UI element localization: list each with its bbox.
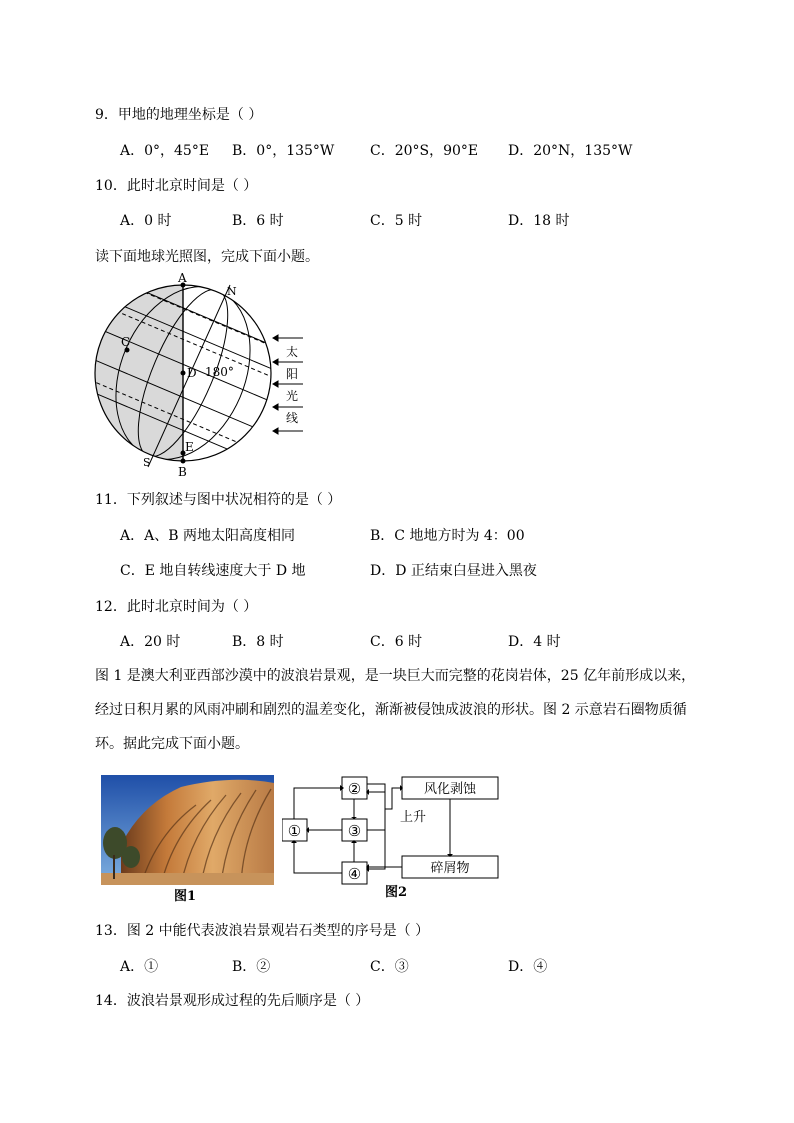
- option-a: A．0 时: [120, 213, 172, 229]
- option-d: D．18 时: [508, 213, 570, 229]
- option-d: D．4 时: [508, 634, 561, 650]
- figure-2-caption: 图2: [385, 885, 408, 900]
- option-a: A．A、B 两地太阳高度相同: [120, 528, 295, 544]
- option-c: C．E 地自转线速度大于 D 地: [120, 563, 306, 579]
- option-a: A．0°，45°E: [120, 143, 210, 159]
- question-12-stem: 12．此时北京时间为（ ）: [95, 599, 258, 615]
- south-pole-label: S: [143, 456, 151, 469]
- debris-label: 碎屑物: [430, 861, 470, 876]
- option-c: C．5 时: [370, 213, 423, 229]
- option-d: D．20°N，135°W: [508, 143, 633, 159]
- question-11-stem: 11．下列叙述与图中状况相符的是（ ）: [95, 492, 342, 508]
- option-c: C．③: [370, 959, 409, 975]
- option-c: C．6 时: [370, 634, 423, 650]
- question-10-options: [120, 210, 680, 230]
- option-b: B．6 时: [232, 213, 284, 229]
- option-a: A．①: [120, 959, 159, 975]
- reading-intro-globe: 读下面地球光照图，完成下面小题。: [95, 249, 319, 265]
- point-d-label: D: [187, 366, 197, 380]
- option-c: C．20°S，90°E: [370, 143, 479, 159]
- option-b: B．0°，135°W: [232, 143, 335, 159]
- question-9-stem: 9．甲地的地理坐标是（ ）: [95, 107, 263, 123]
- uplift-label: 上升: [400, 810, 427, 825]
- point-a-label: A: [178, 271, 187, 285]
- question-10-stem: 10．此时北京时间是（ ）: [95, 178, 258, 194]
- question-9-options: [120, 140, 680, 160]
- option-d: D．④: [508, 959, 548, 975]
- option-d: D．D 正结束白昼进入黑夜: [370, 563, 537, 579]
- node-1-label: ①: [287, 822, 302, 840]
- figure-1-caption: 图1: [174, 889, 197, 904]
- option-b: B．8 时: [232, 634, 284, 650]
- sunlight-char-3: 光: [286, 389, 299, 403]
- sunlight-char-4: 线: [286, 411, 299, 425]
- question-14-stem: 14．波浪岩景观形成过程的先后顺序是（ ）: [95, 993, 370, 1009]
- node-4-label: ④: [347, 865, 362, 883]
- wave-rock-photo: [101, 775, 274, 885]
- option-b: B．②: [232, 959, 271, 975]
- point-b-label: B: [178, 465, 187, 479]
- sunlight-char-1: 太: [286, 345, 299, 359]
- point-e-label: E: [185, 440, 194, 454]
- node-3-label: ③: [347, 822, 362, 840]
- question-11-options-row1: [120, 525, 680, 545]
- option-a: A．20 时: [120, 634, 181, 650]
- question-13-stem: 13．图 2 中能代表波浪岩景观岩石类型的序号是（ ）: [95, 923, 430, 939]
- meridian-180-label: 180°: [205, 365, 234, 379]
- point-c-label: C: [121, 335, 131, 349]
- weathering-label: 风化剥蚀: [423, 782, 477, 797]
- earth-illumination-diagram: [90, 270, 310, 482]
- option-b: B．C 地地方时为 4：00: [370, 528, 525, 544]
- question-11-options-row2: [120, 560, 680, 580]
- question-12-options: [120, 631, 680, 651]
- rock-cycle-diagram: [282, 774, 502, 886]
- sunlight-char-2: 阳: [286, 367, 299, 381]
- reading-intro-wave-rock: 图 1 是澳大利亚西部沙漠中的波浪岩景观，是一块巨大而完整的花岗岩体，25 亿年前形成以来，经过日积月累的风雨冲刷和剧烈的温差变化，渐渐被侵蚀成波浪的形状。图 2 示意岩石圈物质循环。据此完成下面小题。: [95, 668, 696, 752]
- question-13-options: [120, 956, 680, 976]
- node-2-label: ②: [347, 780, 362, 798]
- north-pole-label: N: [227, 285, 237, 298]
